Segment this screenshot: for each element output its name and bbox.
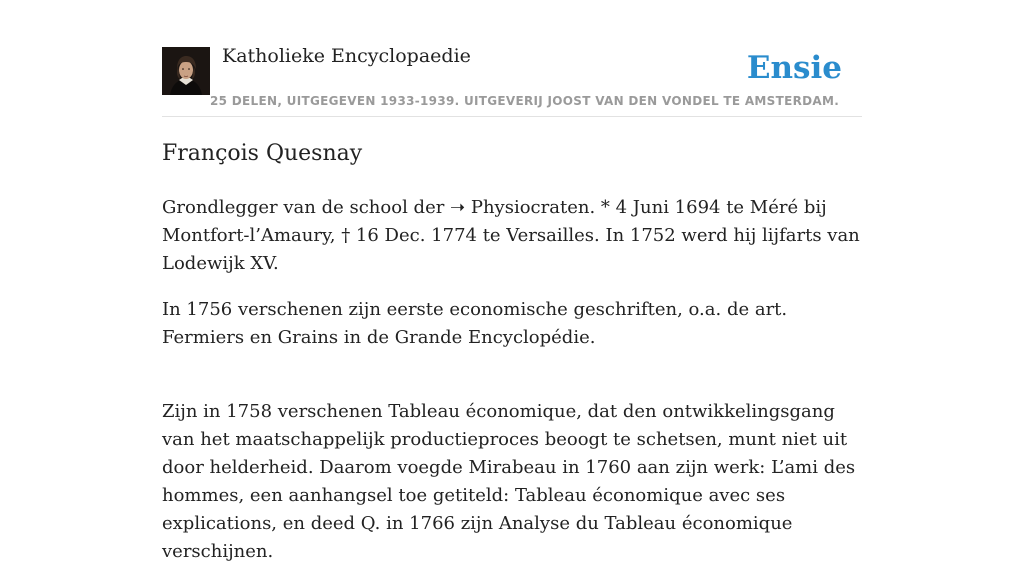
article [162,138,862,584]
site-subtitle: 25 DELEN, UITGEGEVEN 1933-1939. UITGEVERIJ JOOST VAN DEN VONDEL TE AMSTERDAM. [210,94,840,108]
brand-logo[interactable]: Ensie [746,50,842,86]
paragraph-spacer [162,370,862,398]
article-paragraph: Zijn in 1758 verschenen Tableau économique, dat den ontwikkelingsgang van het maatschappelijk productieproces beoogt te schetsen, munt niet uit door helderheid. Daarom voegde Mirabeau in 1760 aan zijn werk: L’ami des hommes, een aanhangsel toe getiteld: Tableau économique avec ses explications, en deed Q. in 1766 zijn Analyse du Tableau économique verschijnen. [162,401,856,562]
article-paragraph: In 1756 verschenen zijn eerste economische geschriften, o.a. de art. Fermiers en Grains in de Grande Encyclopédie. [162,299,788,348]
portrait-icon [162,47,210,95]
article-title: François Quesnay [162,141,363,166]
site-header [162,44,862,117]
portrait-avatar[interactable] [162,47,210,95]
site-title[interactable]: Katholieke Encyclopaedie [222,45,471,67]
article-paragraph: Grondlegger van de school der ➝ Physiocraten. * 4 Juni 1694 te Méré bij Montfort-l’Amaury, † 16 Dec. 1774 te Versailles. In 1752 werd hij lijfarts van Lodewijk XV. [162,197,860,274]
